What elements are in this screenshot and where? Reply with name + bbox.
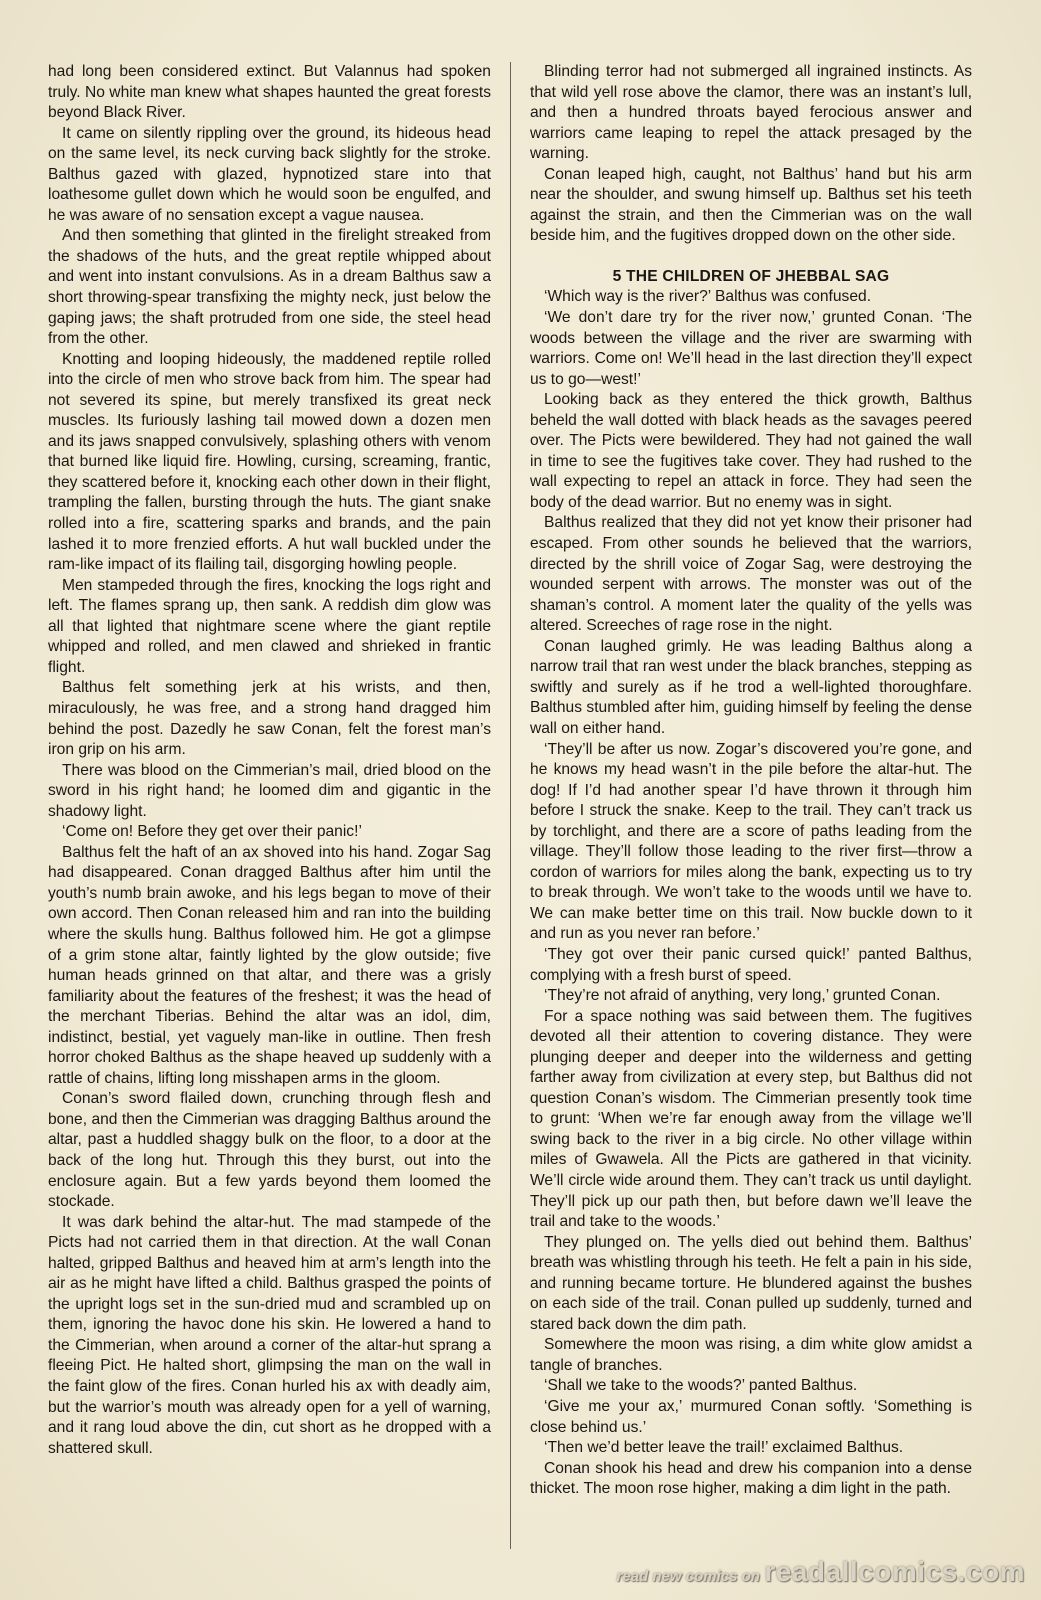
paragraph: ‘Come on! Before they get over their panic!’ [62,823,362,841]
paragraph: Conan shook his head and drew his companion into a dense thicket. The moon rose higher, making a dim light in the path. [530,1459,972,1498]
paragraph: Balthus felt something jerk at his wrists, and then, miraculously, he was free, and a strong hand dragged him behind the post. Dazedly he saw Conan, felt the forest man’s iron grip on his arm. [48,679,491,759]
paragraph: ‘They got over their panic cursed quick!’ panted Balthus, complying with a fresh burst of speed. [530,945,972,984]
paragraph: Knotting and looping hideously, the maddened reptile rolled into the circle of men who strove back from him. The spear had not severed its spine, but merely transfixed its great neck muscles. Its furiously lashing tail mowed down a dozen men and its jaws snapped convulsively, splashing others with venom that burned like liquid fire. Howling, cursing, screaming, frantic, they scattered before it, knocking each other down in their flight, trampling the fallen, bursting through the huts. The giant snake rolled into a fire, scattering sparks and brands, and the pain lashed it to more frenzied efforts. A hut wall buckled under the ram-like impact of its flailing tail, disgorging howling people. [48,350,491,574]
paragraph: ‘They’re not afraid of anything, very long,’ grunted Conan. [544,987,941,1005]
paragraph: It was dark behind the altar-hut. The mad stampede of the Picts had not carried them in that direction. At the wall Conan halted, gripped Balthus and heaved him at arm’s length into the air as he might have lifted a child. Balthus grasped the points of the upright logs set in the sun-dried mud and scrambled up on them, ignoring the havoc done his skin. He lowered a hand to the Cimmerian, when around a corner of the altar-hut sprang a fleeing Pict. He halted short, glimpsing the man on the wall in the faint glow of the fires. Conan hurled his ax with deadly aim, but the warrior’s mouth was already open for a yell of warning, and it rang loud above the din, cut short as he dropped with a shattered skull. [48,1213,491,1457]
watermark-prefix: read new comics on [616,1568,760,1585]
watermark-site: readallcomics.com [764,1556,1025,1587]
column-divider [510,62,511,1549]
paragraph: Conan laughed grimly. He was leading Balthus along a narrow trail that ran west under the black branches, stepping as swiftly and surely as if he trod a well-lighted thoroughfare. Balthus stumbled after him, guiding himself by feeling the dense wall on either hand. [530,637,972,737]
right-text-column [530,62,972,1500]
paragraph: Conan’s sword flailed down, crunching through flesh and bone, and then the Cimmerian was dragging Balthus around the altar, past a huddled shaggy bulk on the floor, to a door at the back of the long hut. Through this they burst, out into the enclosure again. But a few yards beyond them loomed the stockade. [48,1090,491,1211]
paragraph: ‘They’ll be after us now. Zogar’s discovered you’re gone, and he knows my head wasn’t in the pile before the altar-hut. The dog! If I’d had another spear I’d have thrown it through him before I struck the snake. Keep to the trail. They can’t track us by torchlight, and there are a score of paths leading from the village. They’ll follow those leading to the river first—throw a cordon of warriors for miles along the bank, expecting us to try to break through. We won’t take to the woods until we have to. We can make better time on this trail. Now buckle down to it and run as you never ran before.’ [530,740,972,943]
paragraph: Balthus realized that they did not yet know their prisoner had escaped. From other sounds he believed that the warriors, directed by the shrill voice of Zogar Sag, were destroying the wounded serpent with arrows. The monster was out of the shaman’s control. A moment later the quality of the yells was altered. Screeches of rage rose in the night. [530,514,972,635]
paragraph: They plunged on. The yells died out behind them. Balthus’ breath was whistling through his teeth. He felt a pain in his side, and running became torture. He blundered against the bushes on each side of the trail. Conan pulled up suddenly, turned and stared back down the dim path. [530,1233,972,1333]
paragraph: ‘We don’t dare try for the river now,’ grunted Conan. ‘The woods between the village and the river are swarming with warriors. Come on! We’ll head in the last direction they’ll expect us to go—west!’ [530,309,972,388]
paragraph: ‘Which way is the river?’ Balthus was confused. [544,288,872,306]
chapter-heading: 5 THE CHILDREN OF JHEBBAL SAG [612,267,890,285]
paragraph: It came on silently rippling over the ground, its hideous head on the same level, its neck curving back slightly for the stroke. Balthus gazed with glazed, hypnotized stare into that loathesome gullet down which he would soon be engulfed, and he was aware of no sensation except a vague nausea. [48,124,491,224]
paragraph: Looking back as they entered the thick growth, Balthus beheld the wall dotted with black heads as the savages peered over. The Picts were bewildered. They had not gained the wall in time to see the fugitives take cover. They had rushed to the wall expecting to repel an attack in force. They had seen the body of the dead warrior. But no enemy was in sight. [530,391,972,511]
paragraph: ‘Then we’d better leave the trail!’ exclaimed Balthus. [544,1439,904,1457]
left-text-column [48,62,491,1459]
paragraph: ‘Give me your ax,’ murmured Conan softly. ‘Something is close behind us.’ [530,1398,972,1436]
paragraph: Blinding terror had not submerged all ingrained instincts. As that wild yell rose above the clamor, there was an instant’s lull, and then a hundred throats bayed ferocious answer and warriors came leaping to repel the attack presaged by the warning. [530,63,972,163]
paragraph: Men stampeded through the fires, knocking the logs right and left. The flames sprang up, then sank. A reddish dim glow was all that lighted that nightmare scene where the giant reptile whipped and rolled, and men clawed and shrieked in frantic flight. [48,576,491,676]
paragraph: ‘Shall we take to the woods?’ panted Balthus. [544,1377,858,1395]
right-column-pre-chapter [530,62,972,247]
paragraph: And then something that glinted in the firelight streaked from the shadows of the huts, and the great reptile whipped about and went into instant convulsions. As in a dream Balthus saw a short throwing-spear transfixing the mighty neck, just below the gaping jaws; the shaft protruded from one side, the steel head from the other. [48,227,491,348]
paragraph: had long been considered extinct. But Valannus had spoken truly. No white man knew what shapes haunted the great forests beyond Black River. [48,63,491,122]
paragraph: Conan leaped high, caught, not Balthus’ hand but his arm near the shoulder, and swung himself up. Balthus set his teeth against the strain, and then the Cimmerian was on the wall beside him, and the fugitives dropped down on the other side. [530,165,972,245]
paragraph: For a space nothing was said between them. The fugitives devoted all their attention to covering distance. They were plunging deeper and deeper into the wilderness and getting farther away from civilization at every step, but Balthus did not question Conan’s wisdom. The Cimmerian presently took time to grunt: ‘When we’re far enough away from the village we’ll swing back to the river in a big circle. No other village within miles of Gwawela. All the Picts are gathered in that vicinity. We’ll circle wide around them. They can’t track us until daylight. They’ll pick up our path then, but before dawn we’ll leave the trail and take to the woods.’ [530,1007,972,1231]
site-watermark [617,1556,1025,1588]
paragraph: Balthus felt the haft of an ax shoved into his hand. Zogar Sag had disappeared. Conan dragged Balthus after him until the youth’s numb brain awoke, and his legs began to move of their own accord. Then Conan released him and ran into the building where the skulls hung. Balthus followed him. He got a glimpse of a grim stone altar, faintly lighted by the glow outside; five human heads grinned on that altar, and there was a grisly familiarity about the features of the freshest; it was the head of the merchant Tiberias. Behind the altar was an idol, dim, indistinct, bestial, yet vaguely man-like in outline. Then fresh horror choked Balthus as the shape heaved up suddenly with a rattle of chains, lifting long misshapen arms in the gloom. [48,843,491,1087]
paragraph: Somewhere the moon was rising, a dim white glow amidst a tangle of branches. [530,1336,972,1374]
paragraph: There was blood on the Cimmerian’s mail, dried blood on the sword in his right hand; he loomed dim and gigantic in the shadowy light. [48,761,491,820]
right-column-chapter-text [530,287,972,1499]
